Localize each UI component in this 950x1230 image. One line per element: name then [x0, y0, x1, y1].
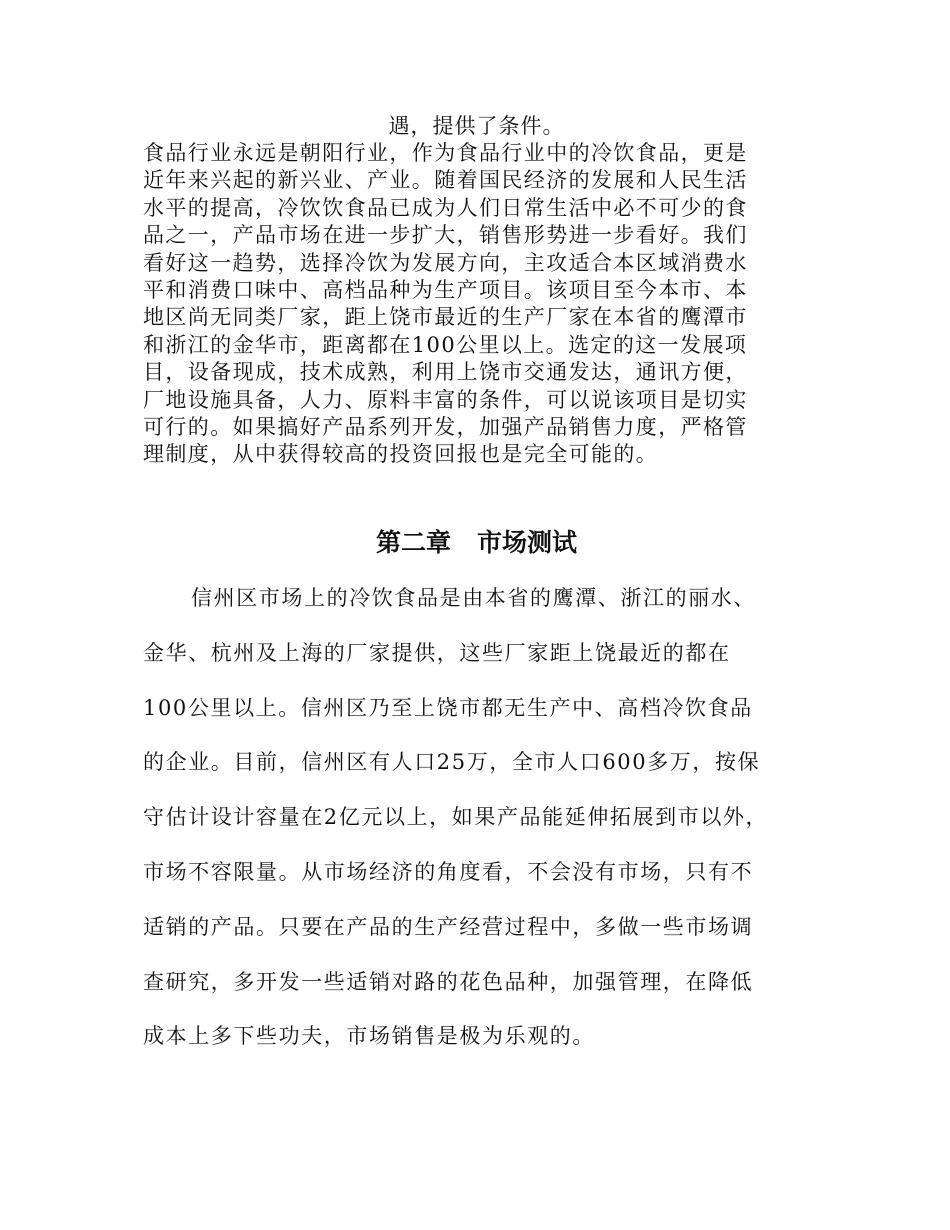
paragraph-line: 可行的。如果搞好产品系列开发，加强产品销售力度，严格管	[143, 414, 748, 439]
paragraph-line: 成本上多下些功夫，市场销售是极为乐观的。	[143, 1024, 595, 1049]
paragraph-line: 品之一，产品市场在进一步扩大，销售形势进一步看好。我们	[143, 223, 748, 248]
paragraph-line: 目，设备现成，技术成熟，利用上饶市交通发达，通讯方便，	[143, 360, 748, 385]
paragraph-line: 和浙江的金华市，距离都在100公里以上。选定的这一发展项	[143, 332, 748, 357]
chapter-title: 市场测试	[477, 528, 578, 557]
paragraph-line: 适销的产品。只要在产品的生产经营过程中，多做一些市场调	[143, 914, 754, 939]
chapter-heading	[143, 524, 810, 562]
paragraph-line: 守估计设计容量在2亿元以上，如果产品能延伸拓展到市以外，	[143, 805, 769, 830]
paragraph-line: 看好这一趋势，选择冷饮为发展方向，主攻适合本区域消费水	[143, 250, 748, 275]
paragraph-line: 的企业。目前，信州区有人口25万，全市人口600多万，按保	[143, 750, 761, 775]
paragraph-line: 金华、杭州及上海的厂家提供，这些厂家距上饶最近的都在	[143, 640, 731, 665]
paragraph-line: 查研究，多开发一些适销对路的花色品种，加强管理，在降低	[143, 969, 754, 994]
paragraph-line: 100公里以上。信州区乃至上饶市都无生产中、高档冷饮食品	[143, 695, 753, 720]
paragraph-line: 平和消费口味中、高档品种为生产项目。该项目至今本市、本	[143, 277, 748, 302]
paragraph-line: 理制度，从中获得较高的投资回报也是完全可能的。	[143, 442, 659, 467]
continued-text-line: 遇，提供了条件。	[388, 114, 565, 138]
paragraph-line: 地区尚无同类厂家，距上饶市最近的生产厂家在本省的鹰潭市	[143, 305, 748, 330]
paragraph-line: 厂地设施具备，人力、原料丰富的条件，可以说该项目是切实	[143, 387, 748, 412]
paragraph-line: 市场不容限量。从市场经济的角度看，不会没有市场，只有不	[143, 859, 754, 884]
paragraph-intro	[143, 140, 810, 469]
paragraph-market-test	[143, 580, 823, 1073]
paragraph-line: 信州区市场上的冷饮食品是由本省的鹰潭、浙江的丽水、	[191, 586, 756, 610]
chapter-number: 第二章	[375, 528, 451, 557]
paragraph-line: 近年来兴起的新兴业、产业。随着国民经济的发展和人民生活	[143, 168, 748, 193]
document-page	[143, 0, 810, 1230]
paragraph-line: 食品行业永远是朝阳行业，作为食品行业中的冷饮食品，更是	[143, 141, 748, 165]
paragraph-line: 水平的提高，冷饮饮食品已成为人们日常生活中必不可少的食	[143, 195, 748, 220]
